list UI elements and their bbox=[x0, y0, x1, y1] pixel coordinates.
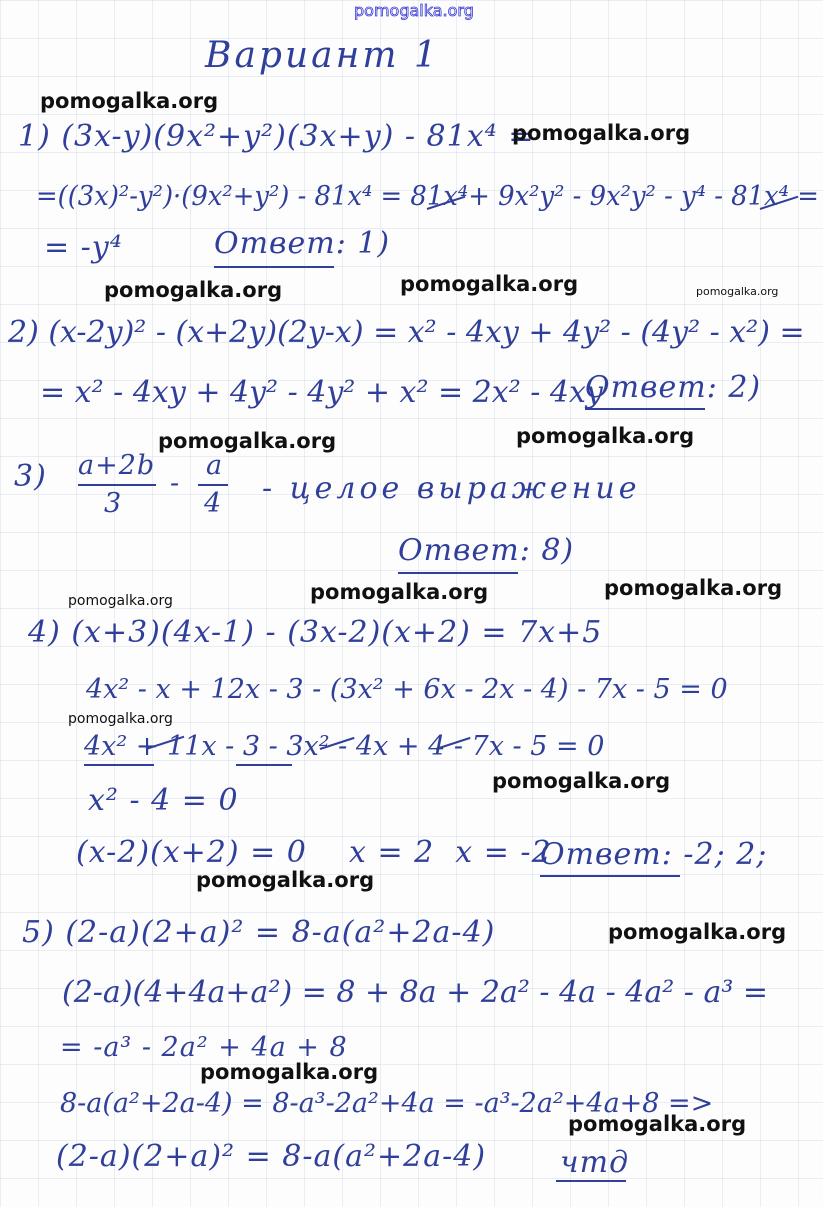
problem5-line3: = -a³ - 2a² + 4a + 8 bbox=[60, 1032, 348, 1063]
problem4-answer: Ответ: -2; 2; bbox=[540, 837, 768, 872]
problem1-line3: = -y⁴ bbox=[44, 230, 123, 265]
problem4-answer-underline bbox=[540, 875, 680, 877]
problem2-answer: Ответ: 2) bbox=[585, 370, 762, 405]
problem4-line3-underline-a bbox=[84, 764, 154, 766]
watermark-small: pomogalka.org bbox=[696, 285, 779, 298]
problem4-line5: (x-2)(x+2) = 0 x = 2 x = -2 bbox=[76, 835, 552, 870]
watermark-small: pomogalka.org bbox=[68, 711, 173, 727]
problem5-tail-underline bbox=[556, 1180, 626, 1182]
problem3-denominator1: 3 bbox=[104, 488, 123, 519]
problem4-line3-underline-b bbox=[236, 764, 292, 766]
problem2-line2: = x² - 4xy + 4y² - 4y² + x² = 2x² - 4xy bbox=[40, 375, 603, 410]
problem3-text: - целое выражение bbox=[262, 471, 641, 506]
watermark: pomogalka.org bbox=[104, 278, 283, 302]
watermark-top: pomogalka.org bbox=[354, 1, 474, 20]
watermark: pomogalka.org bbox=[158, 429, 337, 453]
problem4-line3: 4x² + 11x - 3 - 3x² - 4x + 4 - 7x - 5 = 0 bbox=[84, 731, 605, 762]
problem3-answer-underline bbox=[398, 572, 518, 574]
watermark: pomogalka.org bbox=[40, 89, 219, 113]
problem3-fraction2-bar bbox=[198, 484, 228, 486]
watermark: pomogalka.org bbox=[516, 424, 695, 448]
problem3-fraction1-bar bbox=[78, 484, 156, 486]
problem4-line1: 4) (x+3)(4x-1) - (3x-2)(x+2) = 7x+5 bbox=[28, 615, 603, 650]
watermark: pomogalka.org bbox=[200, 1060, 379, 1084]
problem3-label: 3) bbox=[14, 459, 47, 494]
problem1-answer-underline bbox=[214, 266, 334, 268]
problem1-answer: Ответ: 1) bbox=[214, 226, 391, 261]
problem5-line2: (2-a)(4+4a+a²) = 8 + 8a + 2a² - 4a - 4a² - a³ = bbox=[62, 975, 769, 1010]
page-title: Вариант 1 bbox=[205, 35, 440, 76]
watermark: pomogalka.org bbox=[604, 576, 783, 600]
problem3-numerator1: a+2b bbox=[78, 450, 156, 481]
problem2-line1: 2) (x-2y)² - (x+2y)(2y-x) = x² - 4xy + 4y² - (4y² - x²) = bbox=[8, 315, 805, 350]
problem5-line5: (2-a)(2+a)² = 8-a(a²+2a-4) bbox=[56, 1139, 487, 1174]
problem5-line4: 8-a(a²+2a-4) = 8-a³-2a²+4a = -a³-2a²+4a+8 => bbox=[60, 1088, 714, 1119]
problem4-line4: x² - 4 = 0 bbox=[88, 783, 239, 818]
watermark: pomogalka.org bbox=[196, 868, 375, 892]
problem1-line2: =((3x)²-y²)·(9x²+y²) - 81x⁴ = 81x⁴+ 9x²y² - 9x²y² - y⁴ - 81x⁴ = bbox=[36, 181, 819, 212]
watermark: pomogalka.org bbox=[310, 580, 489, 604]
problem2-answer-underline bbox=[585, 408, 705, 410]
problem4-line2: 4x² - x + 12x - 3 - (3x² + 6x - 2x - 4) - 7x - 5 = 0 bbox=[86, 674, 728, 705]
watermark: pomogalka.org bbox=[568, 1112, 747, 1136]
problem3-numerator2: a bbox=[206, 450, 224, 481]
problem3-denominator2: 4 bbox=[204, 488, 223, 519]
watermark-small: pomogalka.org bbox=[68, 593, 173, 609]
watermark: pomogalka.org bbox=[608, 920, 787, 944]
watermark: pomogalka.org bbox=[492, 769, 671, 793]
watermark: pomogalka.org bbox=[400, 272, 579, 296]
watermark: pomogalka.org bbox=[512, 121, 691, 145]
problem3-answer: Ответ: 8) bbox=[398, 533, 575, 568]
problem3-minus: - bbox=[170, 468, 181, 499]
problem5-line1: 5) (2-a)(2+a)² = 8-a(a²+2a-4) bbox=[22, 915, 496, 950]
problem5-tail: чтд bbox=[560, 1145, 630, 1180]
problem1-line1: 1) (3x-y)(9x²+y²)(3x+y) - 81x⁴ = bbox=[18, 119, 535, 154]
